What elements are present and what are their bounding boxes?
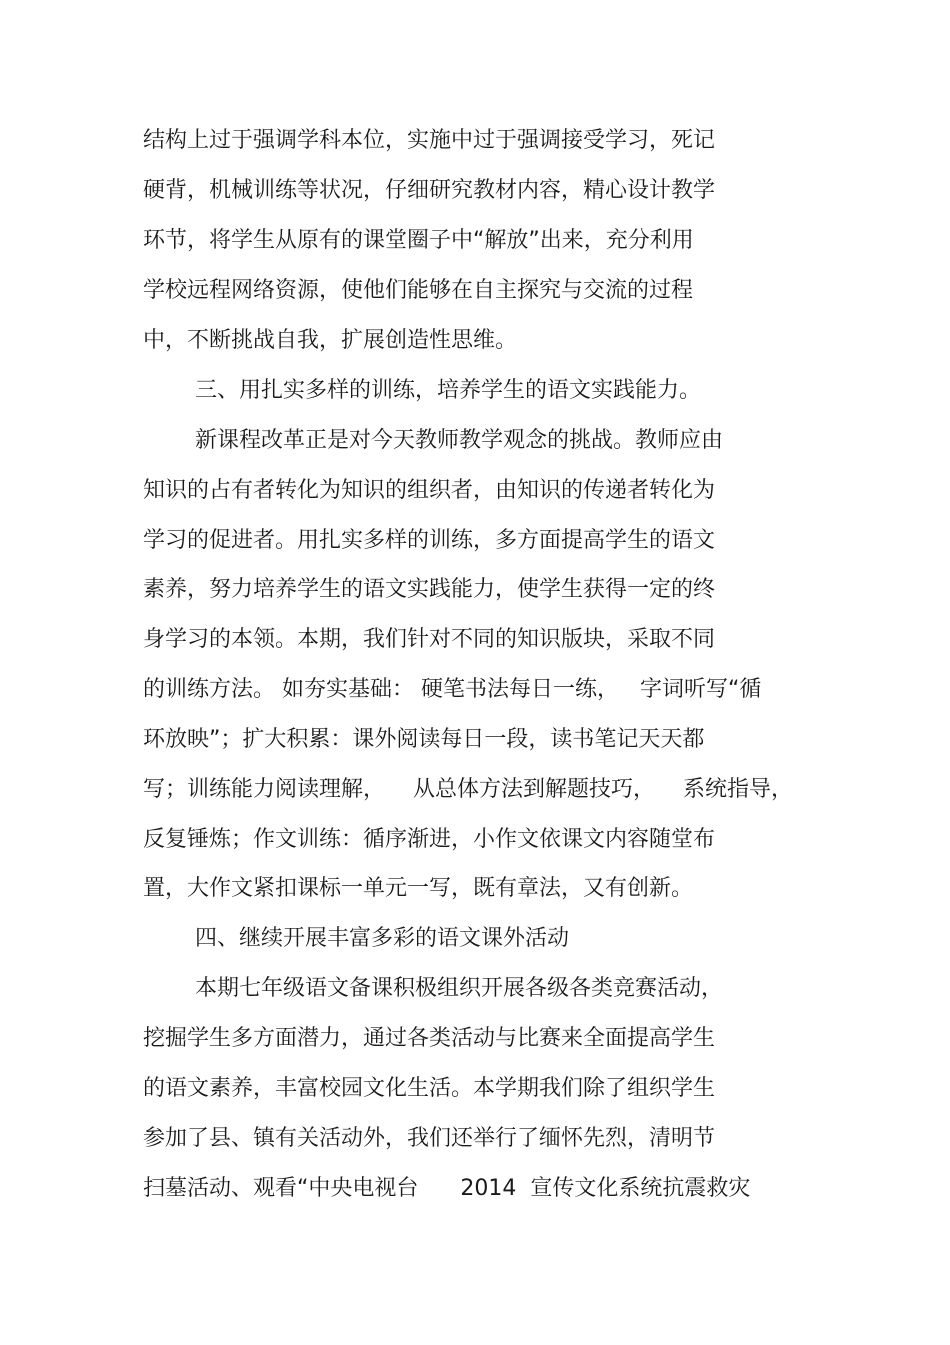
text-line: 反复锤炼；作文训练：循序渐进，小作文依课文内容随堂布 bbox=[143, 827, 716, 852]
text-line: 环放映”；扩大积累：课外阅读每日一段，读书笔记天天都 bbox=[143, 727, 705, 752]
text-line: 中，不断挑战自我，扩展创造性思维。 bbox=[143, 328, 518, 353]
text-line: 的训练方法。 如夯实基础： 硬笔书法每日一练， 字词听写“循 bbox=[143, 677, 762, 702]
text-line: 本期七年级语文备课积极组织开展各级各类竞赛活动， bbox=[195, 976, 724, 1001]
text-line: 扫墓活动、观看“中央电视台 2014 宣传文化系统抗震救灾 bbox=[143, 1176, 751, 1201]
text-line: 结构上过于强调学科本位，实施中过于强调接受学习，死记 bbox=[143, 128, 716, 153]
text-line: 知识的占有者转化为知识的组织者，由知识的传递者转化为 bbox=[143, 478, 716, 503]
text-line: 环节，将学生从原有的课堂圈子中“解放”出来，充分利用 bbox=[143, 228, 694, 253]
text-line: 学习的促进者。用扎实多样的训练，多方面提高学生的语文 bbox=[143, 528, 716, 553]
text-line: 素养，努力培养学生的语文实践能力，使学生获得一定的终 bbox=[143, 577, 716, 602]
text-line: 置，大作文紧扣课标一单元一写，既有章法，又有创新。 bbox=[143, 876, 694, 901]
text-line: 身学习的本领。本期，我们针对不同的知识版块，采取不同 bbox=[143, 627, 716, 652]
text-line: 新课程改革正是对今天教师教学观念的挑战。教师应由 bbox=[195, 428, 724, 453]
text-line: 学校远程网络资源，使他们能够在自主探究与交流的过程 bbox=[143, 278, 694, 303]
text-line: 挖掘学生多方面潜力，通过各类活动与比赛来全面提高学生 bbox=[143, 1026, 716, 1051]
section-heading: 四、继续开展丰富多彩的语文课外活动 bbox=[195, 926, 570, 951]
section-heading: 三、用扎实多样的训练，培养学生的语文实践能力。 bbox=[195, 378, 702, 403]
text-line: 硬背，机械训练等状况，仔细研究教材内容，精心设计教学 bbox=[143, 178, 716, 203]
text-line: 写；训练能力阅读理解， 从总体方法到解题技巧， 系统指导， bbox=[143, 777, 793, 802]
text-line: 的语文素养，丰富校园文化生活。本学期我们除了组织学生 bbox=[143, 1076, 716, 1101]
text-line: 参加了县、镇有关活动外，我们还举行了缅怀先烈，清明节 bbox=[143, 1126, 716, 1151]
